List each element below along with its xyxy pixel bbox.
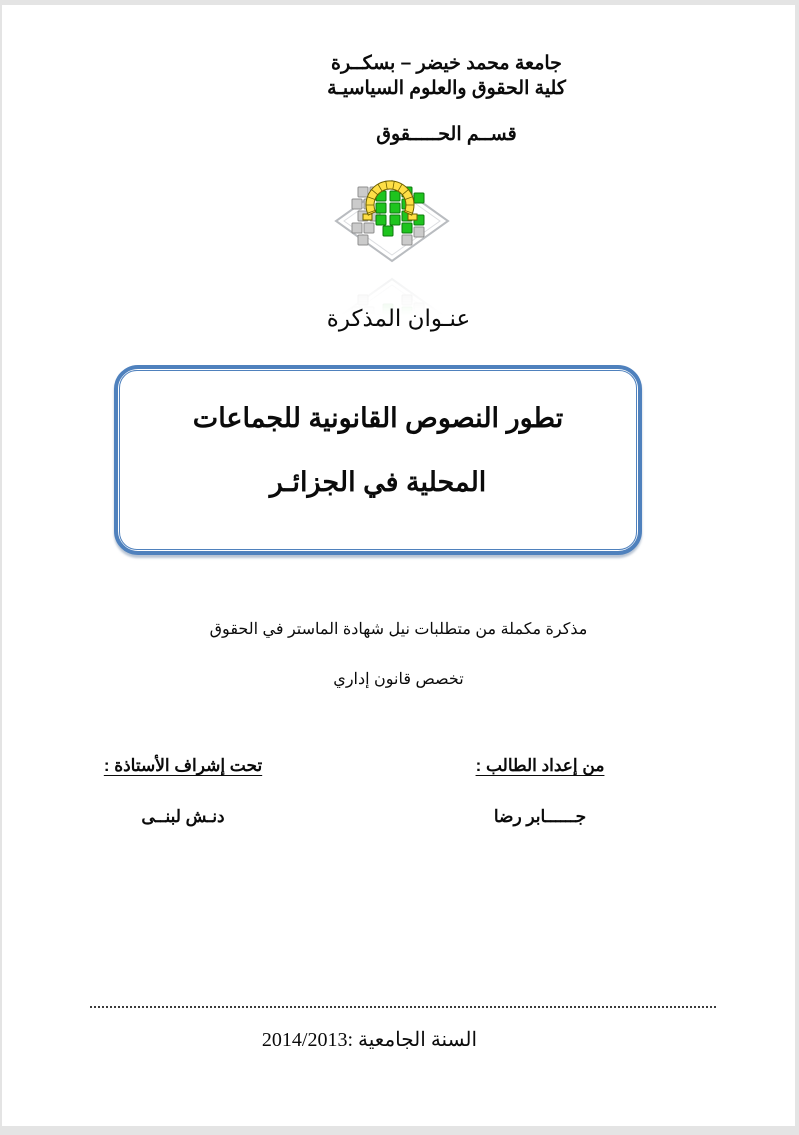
- specialty: تخصص قانون إداري: [333, 671, 464, 688]
- student-block: [445, 756, 635, 827]
- degree-description: مذكرة مكملة من متطلبات نيل شهادة الماستر في الحقوق: [209, 621, 588, 638]
- university-name: جامعة محمد خيضر – بسكــرة: [331, 53, 562, 74]
- faculty-name: كلية الحقوق والعلوم السياسيـة: [327, 78, 566, 99]
- student-label: من إعداد الطالب :: [475, 756, 605, 775]
- student-name: جــــــابر رضا: [493, 807, 587, 826]
- supervisor-block: [80, 756, 286, 827]
- supervisor-name: دنـش لبنــى: [141, 807, 225, 826]
- thesis-title-line1: تطور النصوص القانونية للجماعات: [192, 403, 564, 433]
- thesis-cover-page: [2, 5, 795, 1126]
- department-name: قســم الحـــــقوق: [376, 124, 517, 145]
- supervisor-label: تحت إشراف الأستاذة :: [103, 756, 263, 775]
- university-logo-icon: [330, 171, 454, 269]
- memoir-title-label: عنـوان المذكرة: [326, 305, 471, 331]
- dotted-separator: [90, 1006, 716, 1008]
- thesis-title-box: [114, 365, 642, 555]
- academic-year: السنة الجامعية :2014/2013: [261, 1029, 478, 1051]
- header-block: [50, 51, 799, 147]
- thesis-title-line2: المحلية في الجزائـر: [269, 467, 487, 497]
